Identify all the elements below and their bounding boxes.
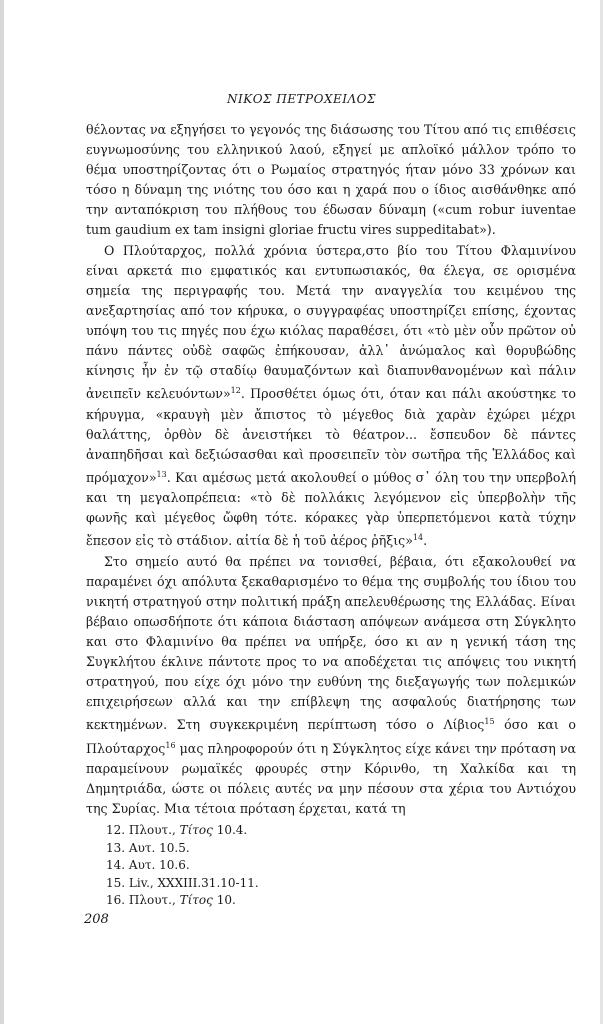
scan-edge-left	[0, 0, 4, 1024]
text-run: μας πληροφορούν ότι η Σύγκλητος είχε κάνει την πρόταση να παραμείνουν ρωμαϊκές φρουρές στην Κόρινθο, τη Χαλκίδα και τη Δημητριάδα, ώστε οι πόλεις αυτές να μην πέσουν στα χέρια του Αντιόχου της Συρίας. Μια τέτοια πρόταση έρχεται, κατά τη	[86, 740, 576, 817]
paragraph-1	[86, 120, 576, 241]
text-run: . Προσθέτει όμως ότι, όταν και πάλι ακούστηκε το κήρυγμα, «κραυγὴ μὲν ἄπιστος τὸ μέγεθος διὰ χαρὰν ἐχώρει μέχρι θαλάττης, ὀρθὸν δὲ ἀνειστήκει τὸ θέατρον... ἔσπευδον δὲ πάντες ἀναπηδῆσαι καὶ δεξιώσασθαι καὶ προσειπεῖν τὸν σωτῆρα τῆς Ἑλλάδος καὶ πρόμαχον»	[86, 386, 576, 485]
footnote-number: 16.	[106, 893, 129, 908]
page-number: 208	[84, 912, 109, 927]
footnote-text: Πλουτ.,	[128, 893, 180, 908]
footnote-ref: 15	[484, 717, 495, 727]
footnote	[106, 892, 259, 910]
paragraph-3	[86, 552, 576, 820]
text-run: . Και αμέσως μετά ακολουθεί ο μύθος σ᾽ όλη του την υπερβολή και τη μεγαλοπρέπεια: «τὸ δὲ πολλάκις λεγόμενον εἰς ὑπερβολὴν τῆς φωνῆς καὶ μέγεθος ὤφθη τότε. κόρακες γὰρ ὑπερπετόμενοι κατὰ τύχην ἔπεσον εἰς τὸ στάδιον. αἰτία δὲ ἡ τοῦ ἀέρος ῥῆξις»	[86, 469, 576, 549]
text-run: θέλοντας να εξηγήσει το γεγονός της διάσωσης του Τίτου από τις επιθέσεις ευγνωμοσύνης του ελληνικού λαού, εξηγεί με απλοϊκό μάλλον τρόπο το θέμα υποστηρίζοντας ότι ο Ρωμαίος στρατηγός ήταν μόνο 33 χρόνων και τόσο η δύναμη της νιότης του όσο και η χαρά που ο ίδιος αισθάνθηκε από την ανταπόκριση του πλήθους του έδωσαν δύναμη («cum robur iuventae tum gaudium ex tam insigni gloriae fructu vires suppeditabat»).	[86, 122, 576, 238]
footnote	[106, 822, 259, 840]
footnote-number: 15.	[106, 875, 129, 890]
footnote-text: Τίτος	[179, 893, 213, 908]
text-run: .	[423, 533, 428, 549]
footnote-text: Αυτ. 10.6.	[128, 858, 190, 873]
footnote-ref: 12	[230, 386, 241, 396]
footnote-number: 14.	[106, 858, 129, 873]
text-run: Στο σημείο αυτό θα πρέπει να τονισθεί, βέβαια, ότι εξακολουθεί να παραμένει όχι απόλυτα ξεκαθαρισμένο το θέμα της συμβολής του ίδιου του νικητή στρατηγού στην πολιτική πράξη απελευθέρωσης της Ελλάδας. Είναι βέβαιο οπωσδήποτε ότι κάποια διάσταση απόψεων ανάμεσα στη Σύγκλητο και στο Φλαμινίνο θα πρέπει να υπήρξε, όσο κι αν η γενική τάση της Συγκλήτου έκλινε πάντοτε προς το να αποδέχεται τις απόψεις του νικητή στρατηγού, που είχε όχι μόνο την ευθύνη της διεξαγωγής των πολεμικών επιχειρήσεων αλλά και την επίβλεψη της ασφαλούς διατήρησης των κεκτημένων. Στη συγκεκριμένη περίπτωση τόσο ο Λίβιος	[86, 553, 576, 733]
running-header: ΝΙΚΟΣ ΠΕΤΡΟΧΕΙΛΟΣ	[226, 92, 376, 106]
footnote-text: Τίτος	[179, 823, 213, 837]
footnotes	[106, 822, 259, 910]
footnote-ref: 14	[412, 533, 424, 543]
footnote	[106, 857, 259, 875]
footnote-ref: 13	[156, 469, 167, 479]
body-text	[86, 120, 576, 819]
footnote-text: Liv., XXXIII.31.10-11.	[128, 875, 259, 890]
footnote-text: Αυτ. 10.5.	[128, 840, 190, 855]
footnote-text: Πλουτ.,	[128, 823, 180, 837]
footnote-text: 10.	[212, 893, 236, 908]
footnote-text: 10.4.	[212, 823, 248, 837]
text-run: Ο Πλούταρχος, πολλά χρόνια ύστερα,στο βίο του Τίτου Φλαμινίνου είναι αρκετά πιο εμφατικός και εντυπωσιακός, θα έλεγα, σε ορισμένα σημεία της περιγραφής του. Μετά την αναγγελία του κειμένου της ανεξαρτησίας από τον κήρυκα, ο συγγραφέας υποστηρίζει επίσης, έχοντας υπόψη του τις πηγές που έχω κιόλας παραθέσει, ότι «τὸ μὲν οὖν πρῶτον οὐ πάνυ πάντες οὐδὲ σαφῶς ἐπήκουσαν, ἀλλ᾽ ἀνώμαλος καὶ θορυβώδης κίνησις ἦν ἐν τῷ σταδίῳ θαυμαζόντων καὶ διαπυνθανομένων καὶ πάλιν ἀνειπεῖν κελευόντων»	[86, 242, 576, 402]
text-run: όσο και ο Πλούταρχος	[86, 717, 576, 756]
footnote	[106, 875, 259, 893]
footnote	[106, 840, 259, 858]
footnote-number: 12.	[106, 823, 129, 837]
footnote-ref: 16	[165, 740, 176, 750]
footnote-number: 13.	[106, 840, 129, 855]
paragraph-2	[86, 241, 576, 552]
